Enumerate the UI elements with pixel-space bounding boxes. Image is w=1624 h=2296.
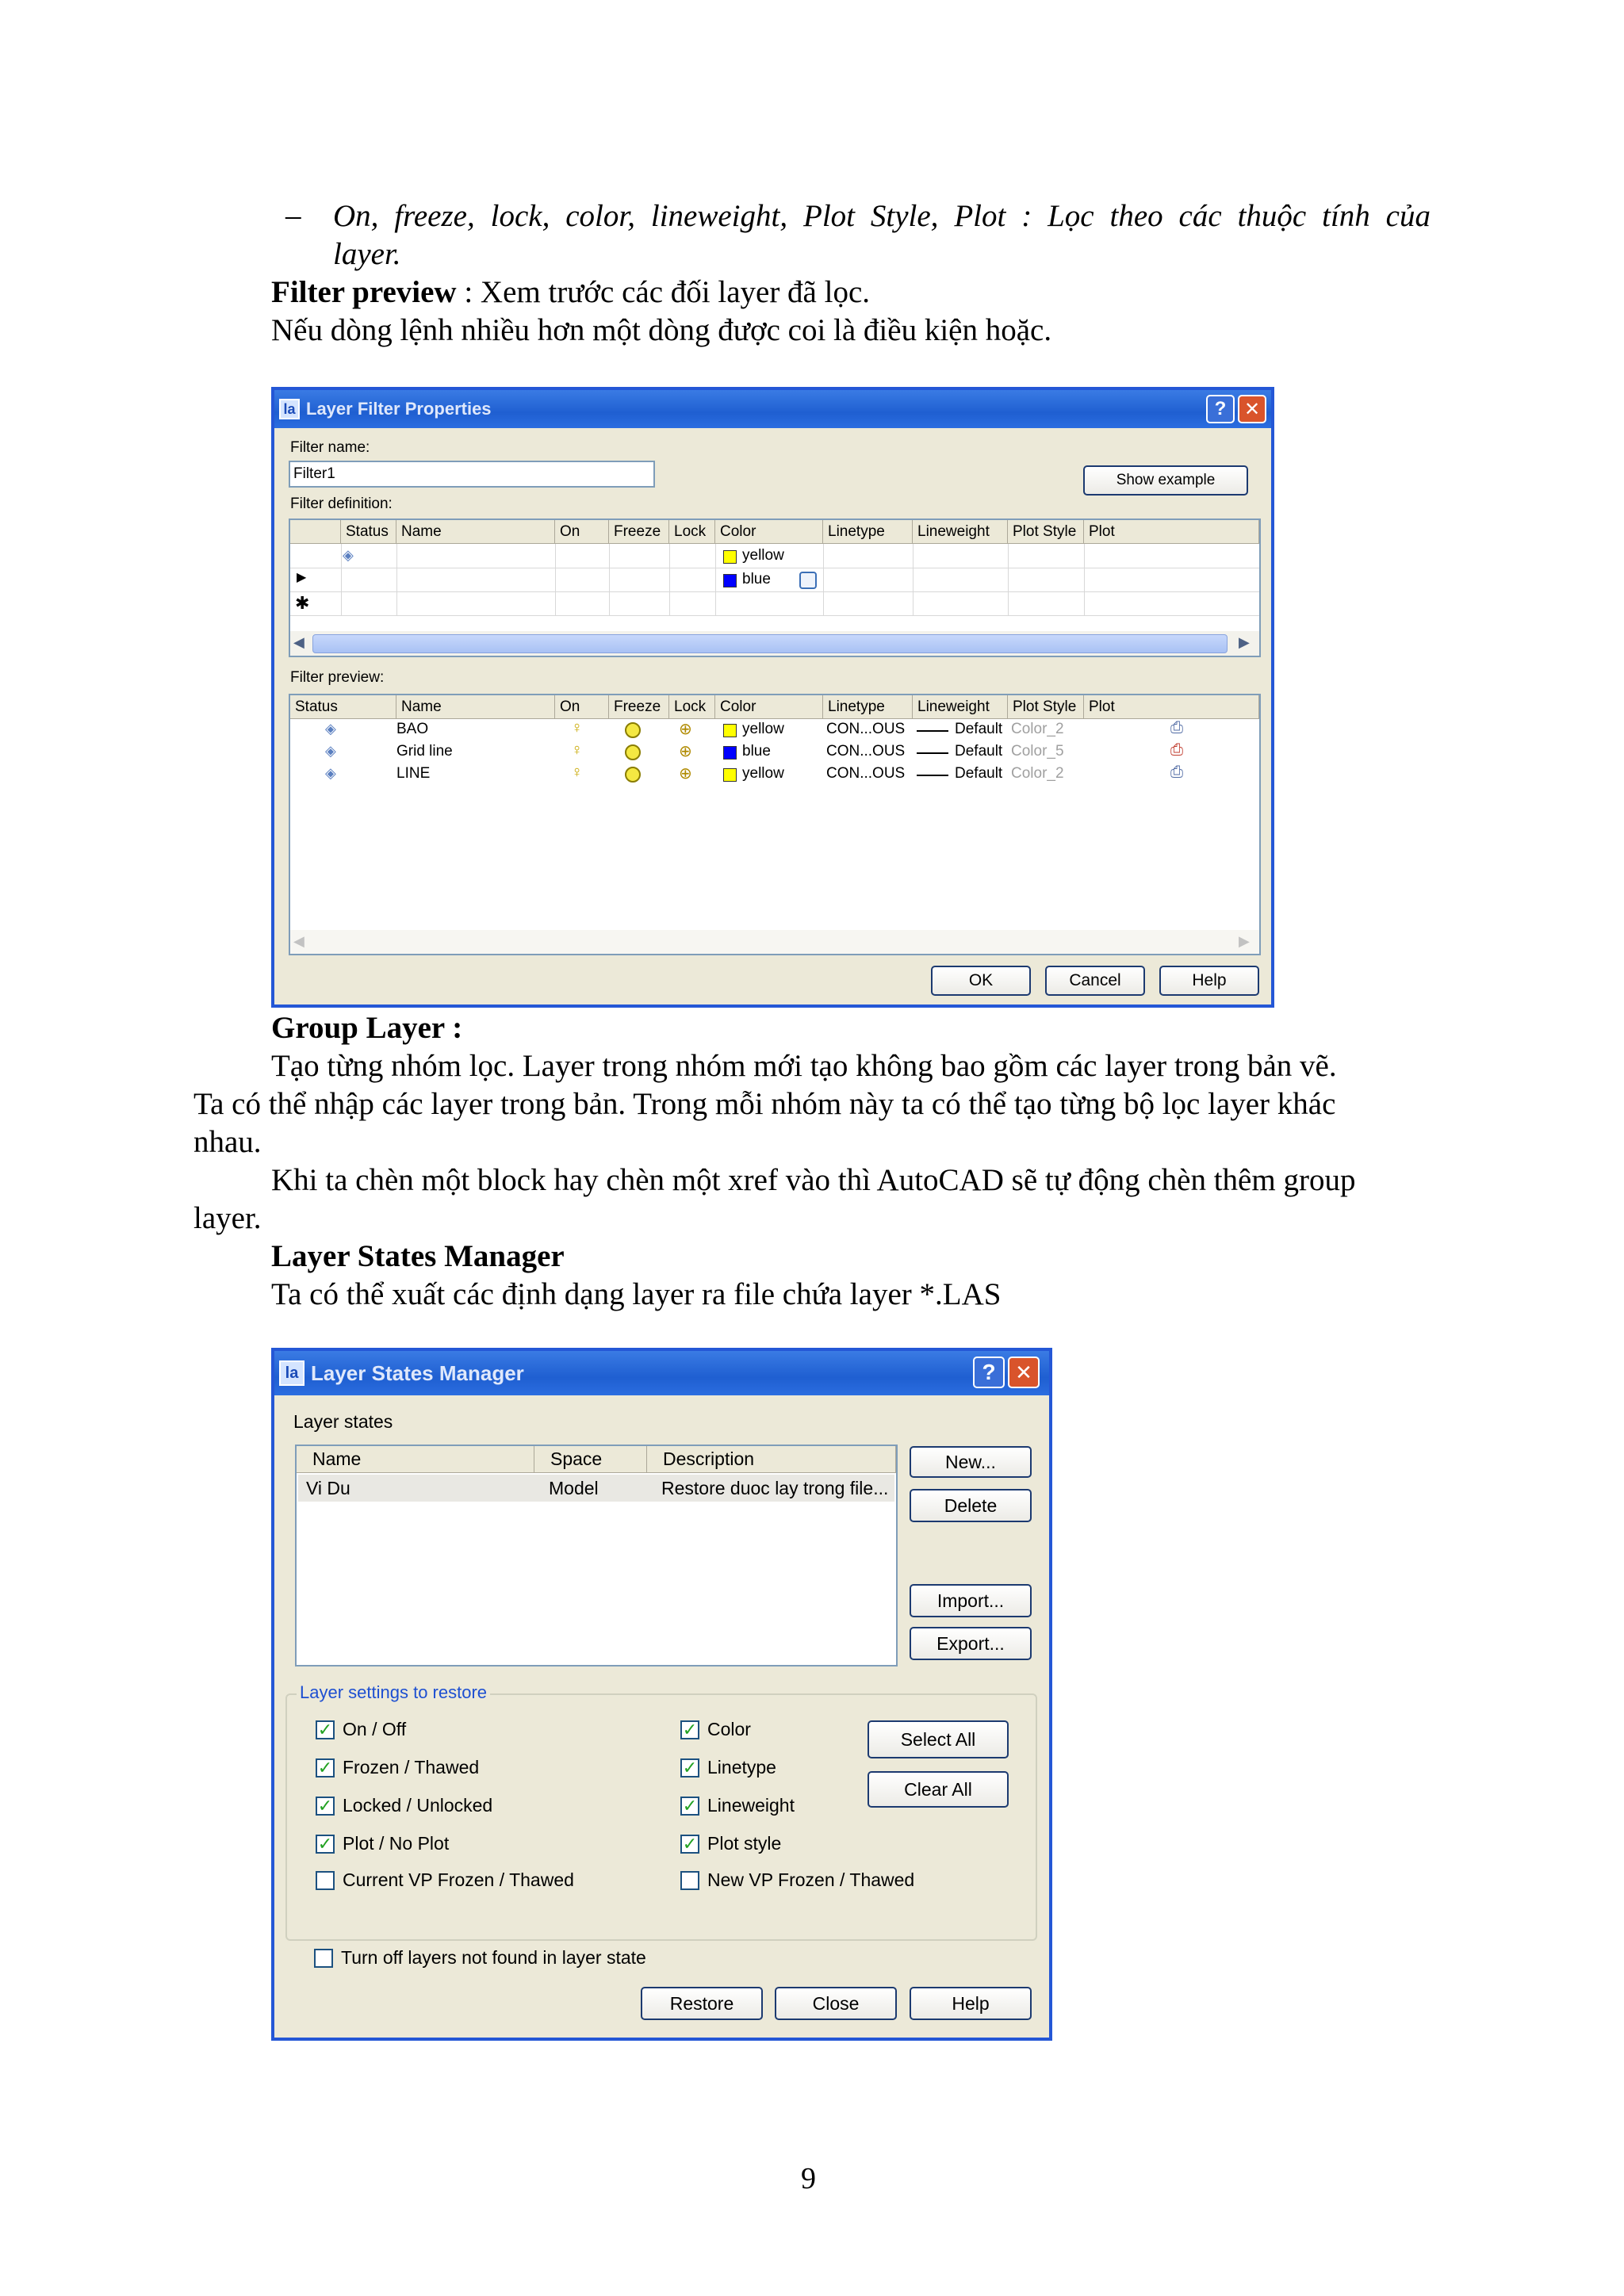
layer-states-list[interactable] <box>295 1445 898 1667</box>
prev-col-plotstyle[interactable]: Plot Style <box>1008 695 1084 719</box>
xref-paragraph-line1: Khi ta chèn một block hay chèn một xref vào thì AutoCAD sẽ tự động chèn thêm group <box>271 1163 1356 1197</box>
preview-row-lineweight[interactable]: Default <box>955 743 1003 760</box>
help-title-button[interactable]: ? <box>1206 395 1235 423</box>
sun-thawed-icon[interactable] <box>625 722 641 738</box>
lightbulb-icon[interactable]: ♀ <box>571 741 583 759</box>
scroll-right-icon[interactable]: ▶ <box>1239 634 1250 650</box>
lineweight-line <box>917 752 948 754</box>
layer-filter-properties-dialog <box>271 387 1274 1008</box>
unlocked-padlock-icon[interactable]: ⊕ <box>679 765 692 783</box>
prev-col-on[interactable]: On <box>555 695 609 719</box>
scroll-right-icon[interactable]: ▶ <box>1239 933 1250 949</box>
filter-preview-term: Filter preview <box>271 275 457 309</box>
turn-off-layers-checkbox[interactable] <box>314 1949 333 1968</box>
def-col-on[interactable]: On <box>555 520 609 544</box>
preview-row-plotstyle: Color_5 <box>1011 743 1064 760</box>
states-dialog-titlebar <box>274 1351 1049 1395</box>
preview-row-name[interactable]: Grid line <box>396 743 453 760</box>
help-title-button[interactable]: ? <box>973 1357 1005 1388</box>
states-col-description[interactable]: Description <box>647 1446 896 1473</box>
current-vp-frozen-label: Current VP Frozen / Thawed <box>343 1869 574 1890</box>
frozen-thawed-checkbox[interactable]: ✓ <box>316 1758 335 1777</box>
layer-status-icon: ◈ <box>325 765 336 781</box>
state-space: Model <box>549 1478 599 1498</box>
color-picker-button[interactable] <box>799 572 817 589</box>
condition-line: Nếu dòng lệnh nhiều hơn một dòng được coi là điều kiện hoặc. <box>271 313 1052 347</box>
layer-states-manager-dialog <box>271 1348 1052 2041</box>
group-paragraph-line2: Ta có thể nhập các layer trong bản. Trong mỗi nhóm này ta có thể tạo từng bộ lọc layer khác <box>193 1087 1336 1121</box>
preview-horizontal-scrollbar[interactable] <box>290 930 1259 954</box>
prev-col-color[interactable]: Color <box>715 695 823 719</box>
filter-preview-label: Filter preview: <box>290 669 385 686</box>
on-off-checkbox[interactable]: ✓ <box>316 1720 335 1739</box>
filter-definition-label: Filter definition: <box>290 496 393 512</box>
page-number: 9 <box>801 2162 816 2195</box>
bullet-text-line1: On, freeze, lock, color, lineweight, Plot Style, Plot : Lọc theo các thuộc tính của <box>333 199 1431 233</box>
color-swatch <box>723 746 737 760</box>
clear-all-button[interactable]: Clear All <box>868 1771 1009 1808</box>
layer-settings-group-title: Layer settings to restore <box>297 1682 490 1703</box>
ok-button[interactable]: OK <box>931 966 1031 996</box>
turn-off-layers-label: Turn off layers not found in layer state <box>341 1947 646 1968</box>
state-name: Vi Du <box>306 1478 350 1498</box>
filter-preview-grid <box>289 694 1261 955</box>
table-row[interactable] <box>298 1475 894 1502</box>
new-button[interactable]: New... <box>910 1446 1032 1478</box>
sun-thawed-icon[interactable] <box>625 744 641 760</box>
scroll-thumb[interactable] <box>312 634 1228 653</box>
filter-dialog-titlebar <box>274 390 1271 428</box>
layer-status-icon: ◈ <box>325 721 336 737</box>
scroll-left-icon[interactable]: ◀ <box>293 933 304 949</box>
lineweight-line <box>917 730 948 732</box>
def-row2-color[interactable]: blue <box>742 571 771 587</box>
frozen-thawed-label: Frozen / Thawed <box>343 1757 480 1777</box>
filter-name-input[interactable]: Filter1 <box>289 461 655 488</box>
states-col-name[interactable]: Name <box>297 1446 534 1473</box>
preview-row-color[interactable]: blue <box>742 743 771 760</box>
layer-status-icon: ◈ <box>343 547 354 563</box>
preview-row-linetype[interactable]: CON...OUS <box>826 765 906 782</box>
layer-states-manager-heading: Layer States Manager <box>271 1239 565 1273</box>
preview-row-lineweight[interactable]: Default <box>955 765 1003 782</box>
def-col-plotstyle[interactable]: Plot Style <box>1008 520 1084 544</box>
printer-icon[interactable]: ⎙ <box>1170 763 1183 781</box>
on-off-label: On / Off <box>343 1719 407 1739</box>
cancel-button[interactable]: Cancel <box>1045 966 1145 996</box>
xref-paragraph-line2: layer. <box>193 1201 262 1235</box>
def-col-lineweight[interactable]: Lineweight <box>913 520 1008 544</box>
states-dialog-title: Layer States Manager <box>311 1360 524 1385</box>
layer-states-label: Layer states <box>293 1411 393 1432</box>
preview-row-name[interactable]: BAO <box>396 721 429 737</box>
def-col-linetype[interactable]: Linetype <box>823 520 913 544</box>
filter-name-label: Filter name: <box>290 439 370 456</box>
lineweight-label: Lineweight <box>707 1795 795 1816</box>
def-col-plot[interactable]: Plot <box>1084 520 1259 544</box>
new-vp-frozen-checkbox[interactable] <box>680 1871 699 1890</box>
bullet-text-line2: layer. <box>333 237 401 271</box>
autocad-layer-icon: la <box>279 1360 304 1386</box>
layer-states-manager-text: Ta có thể xuất các định dạng layer ra file chứa layer *.LAS <box>271 1277 1002 1311</box>
filter-preview-desc: : Xem trước các đối layer đã lọc. <box>456 275 871 309</box>
prev-col-lock[interactable]: Lock <box>669 695 715 719</box>
plot-noplot-checkbox[interactable]: ✓ <box>316 1835 335 1854</box>
autocad-layer-icon: la <box>279 399 300 419</box>
new-row-asterisk-icon: ✱ <box>295 593 310 613</box>
new-vp-frozen-label: New VP Frozen / Thawed <box>707 1869 915 1890</box>
preview-row-lineweight[interactable]: Default <box>955 721 1003 737</box>
unlocked-padlock-icon[interactable]: ⊕ <box>679 743 692 760</box>
preview-row-plotstyle: Color_2 <box>1011 765 1064 782</box>
preview-row-name[interactable]: LINE <box>396 765 431 782</box>
bullet-dash: – <box>285 198 301 232</box>
close-title-button[interactable]: ✕ <box>1238 395 1266 423</box>
plot-style-checkbox[interactable]: ✓ <box>680 1835 699 1854</box>
prev-col-linetype[interactable]: Linetype <box>823 695 913 719</box>
unlocked-padlock-icon[interactable]: ⊕ <box>679 721 692 738</box>
select-all-button[interactable]: Select All <box>868 1720 1009 1758</box>
scroll-left-icon[interactable]: ◀ <box>293 634 304 650</box>
preview-row-linetype[interactable]: CON...OUS <box>826 743 906 760</box>
lightbulb-icon[interactable]: ♀ <box>571 763 583 781</box>
filter-dialog-title: Layer Filter Properties <box>306 399 492 419</box>
prev-col-lineweight[interactable]: Lineweight <box>913 695 1008 719</box>
color-checkbox[interactable]: ✓ <box>680 1720 699 1739</box>
layer-status-icon: ◈ <box>325 743 336 759</box>
group-paragraph-line3: nhau. <box>193 1125 262 1159</box>
def-row1-color[interactable]: yellow <box>742 547 784 564</box>
def-col-lock[interactable]: Lock <box>669 520 715 544</box>
lineweight-line <box>917 775 948 776</box>
plot-noplot-label: Plot / No Plot <box>343 1833 450 1854</box>
prev-col-status[interactable]: Status <box>290 695 396 719</box>
filter-preview-line <box>271 274 870 312</box>
def-col-status[interactable]: Status <box>341 520 396 544</box>
delete-button[interactable]: Delete <box>910 1489 1032 1522</box>
plot-style-label: Plot style <box>707 1833 782 1854</box>
prev-col-plot[interactable]: Plot <box>1084 695 1259 719</box>
color-swatch <box>723 768 737 782</box>
show-example-button[interactable]: Show example <box>1083 465 1248 496</box>
preview-row-linetype[interactable]: CON...OUS <box>826 721 906 737</box>
help-button[interactable]: Help <box>1159 966 1259 996</box>
linetype-label: Linetype <box>707 1757 776 1777</box>
states-col-space[interactable]: Space <box>534 1446 647 1473</box>
group-paragraph-line1: Tạo từng nhóm lọc. Layer trong nhóm mới tạo không bao gồm các layer trong bản vẽ. <box>271 1049 1337 1083</box>
current-row-arrow-icon: ▶ <box>297 571 307 584</box>
export-button[interactable]: Export... <box>910 1627 1032 1660</box>
color-label: Color <box>707 1719 751 1739</box>
no-plot-printer-icon[interactable]: ⎙ <box>1170 741 1183 759</box>
group-layer-heading: Group Layer : <box>271 1011 463 1045</box>
import-button[interactable]: Import... <box>910 1584 1032 1617</box>
help-button[interactable]: Help <box>910 1987 1032 2020</box>
def-col-freeze[interactable]: Freeze <box>609 520 669 544</box>
linetype-checkbox[interactable]: ✓ <box>680 1758 699 1777</box>
filter-definition-grid <box>289 519 1261 657</box>
color-swatch <box>723 724 737 737</box>
prev-col-name[interactable]: Name <box>396 695 555 719</box>
printer-icon[interactable]: ⎙ <box>1170 719 1183 737</box>
color-swatch <box>723 574 737 587</box>
def-col-name[interactable]: Name <box>396 520 555 544</box>
current-vp-frozen-checkbox[interactable] <box>316 1871 335 1890</box>
locked-unlocked-checkbox[interactable]: ✓ <box>316 1797 335 1816</box>
def-col-rowselect <box>290 520 341 544</box>
close-button[interactable]: Close <box>775 1987 897 2020</box>
preview-row-color[interactable]: yellow <box>742 721 784 737</box>
close-title-button[interactable]: ✕ <box>1008 1357 1040 1388</box>
def-horizontal-scrollbar[interactable] <box>290 631 1259 656</box>
restore-button[interactable]: Restore <box>641 1987 763 2020</box>
preview-row-color[interactable]: yellow <box>742 765 784 782</box>
preview-row-plotstyle: Color_2 <box>1011 721 1064 737</box>
locked-unlocked-label: Locked / Unlocked <box>343 1795 493 1816</box>
def-col-color[interactable]: Color <box>715 520 823 544</box>
lineweight-checkbox[interactable]: ✓ <box>680 1797 699 1816</box>
sun-thawed-icon[interactable] <box>625 767 641 783</box>
lightbulb-icon[interactable]: ♀ <box>571 719 583 737</box>
prev-col-freeze[interactable]: Freeze <box>609 695 669 719</box>
state-description: Restore duoc lay trong file... <box>661 1478 889 1498</box>
color-swatch <box>723 550 737 564</box>
